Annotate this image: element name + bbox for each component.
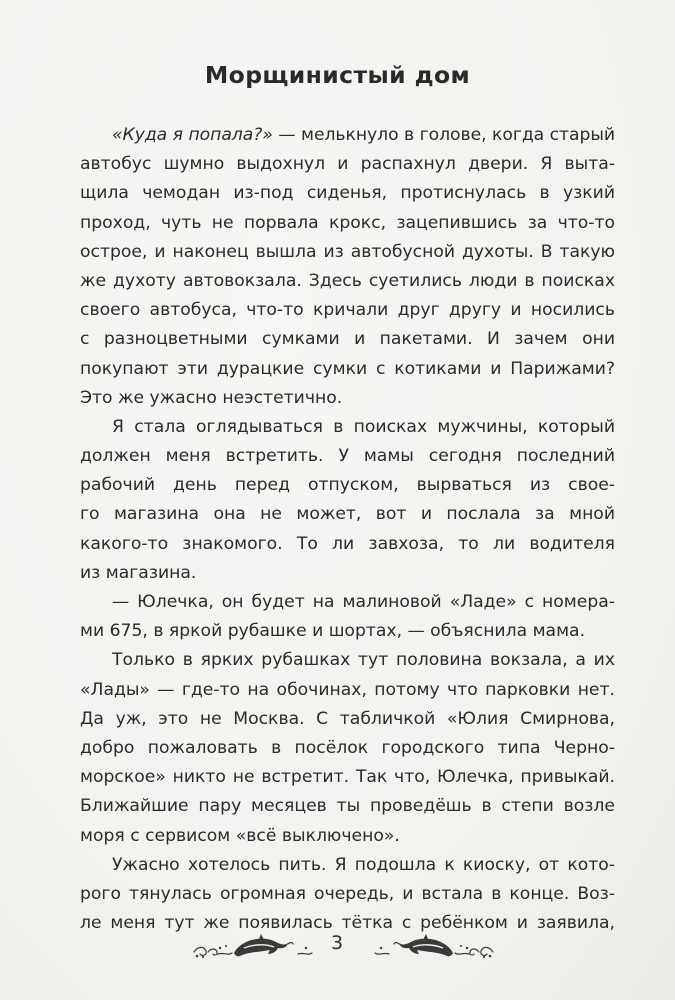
text-line <box>80 384 615 413</box>
text-line <box>80 792 615 821</box>
text-line-content: Ужасно хотелось пить. Я подошла к киоску, от кото- <box>112 854 615 875</box>
text-line-content: рабочий день перед отпуском, вырваться из свое- <box>80 475 615 496</box>
text-line-content: Это же ужасно неэстетично. <box>80 387 343 408</box>
text-line-content: какого-то знакомого. То ли завхоза, то ли водителя <box>80 533 615 554</box>
dolphin-ornament-left-icon <box>190 930 315 964</box>
text-line-content: — Юлечка, он будет на малиновой «Ладе» с номера- <box>112 592 615 612</box>
text-line <box>80 267 615 296</box>
text-line <box>80 705 615 734</box>
text-line-content: же духоту автовокзала. Здесь суетились люди в поисках <box>80 270 615 291</box>
text-line <box>80 296 615 325</box>
text-line-content: покупают эти дурацкие сумки с котиками и Парижами? <box>80 358 615 379</box>
text-line-content: ми 675, в яркой рубашке и шортах, — объяснила мама. <box>80 621 586 642</box>
text-line-content: щила чемодан из-под сиденья, протиснулась в узкий <box>80 183 615 204</box>
text-line <box>80 121 615 150</box>
text-line-content: — мелькнуло в голове, когда старый <box>272 125 616 145</box>
text-line <box>80 238 615 267</box>
text-line-content: из магазина. <box>80 562 197 583</box>
text-line-content: добро пожаловать в посёлок городского типа Черно- <box>80 737 615 758</box>
text-line-content: проход, чуть не порвала крокс, зацепившись за что-то <box>80 212 615 233</box>
text-line-content: Да уж, это не Москва. С табличкой «Юлия Смирнова, <box>80 708 615 729</box>
text-line <box>80 500 615 529</box>
text-line-content: острое, и наконец вышла из автобусной духоты. В такую <box>80 241 615 262</box>
text-line <box>80 822 615 851</box>
text-line <box>80 150 615 179</box>
text-line <box>80 646 615 675</box>
text-line <box>80 588 615 617</box>
page-number: 3 <box>330 932 344 954</box>
text-line-content: морское» никто не встретит. Так что, Юлечка, привыкай. <box>80 767 615 788</box>
dolphin-ornament-right-icon <box>372 930 497 964</box>
text-line-content: своего автобуса, что-то кричали друг другу и носились <box>80 300 615 321</box>
page-footer <box>0 930 675 970</box>
text-line <box>80 880 615 909</box>
text-line-content: моря с сервисом «всё выключено». <box>80 825 400 846</box>
text-line <box>80 325 615 354</box>
text-line-content: автобус шумно выдохнул и распахнул двери. Я выта- <box>80 154 615 175</box>
text-line <box>80 471 615 500</box>
text-line <box>80 676 615 705</box>
text-line-content: должен меня встретить. У мамы сегодня последний <box>80 446 615 467</box>
italic-quote: «Куда я попала?» <box>112 125 273 145</box>
chapter-title: Морщинистый дом <box>204 61 471 89</box>
text-line <box>80 530 615 559</box>
text-line-content: с разноцветными сумками и пакетами. И зачем они <box>80 329 615 350</box>
text-line-content: рого тянулась огромная очередь, и встала в конце. Воз- <box>80 883 615 904</box>
text-line <box>80 851 615 880</box>
chapter-body-text <box>80 121 615 938</box>
text-line <box>80 442 615 471</box>
text-line-content: ле меня тут же появилась тётка с ребёнком и заявила, <box>80 913 615 934</box>
text-line <box>80 179 615 208</box>
text-line <box>80 413 615 442</box>
text-line-content: Ближайшие пару месяцев ты проведёшь в степи возле <box>80 796 615 817</box>
text-line-content: го магазина она не может, вот и послала за мной <box>80 504 615 525</box>
text-line <box>80 355 615 384</box>
text-line <box>80 209 615 238</box>
text-line-content: «Лады» — где-то на обочинах, потому что парковки нет. <box>80 679 615 700</box>
text-line-content: Только в ярких рубашках тут половина вокзала, а их <box>112 650 615 671</box>
text-line <box>80 734 615 763</box>
text-line <box>80 559 615 588</box>
text-line <box>80 617 615 646</box>
text-line-content: Я стала оглядываться в поисках мужчины, который <box>112 416 615 437</box>
text-line <box>80 763 615 792</box>
